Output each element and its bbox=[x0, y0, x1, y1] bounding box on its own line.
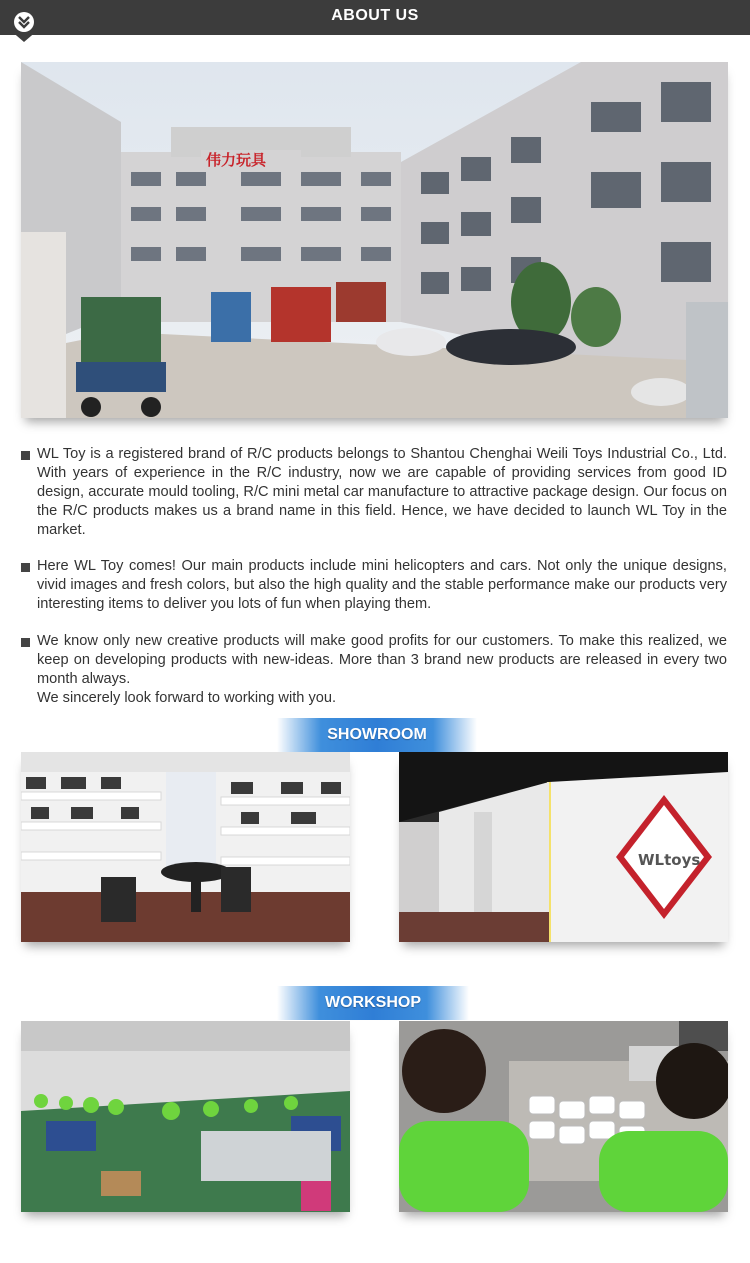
workshop-banner bbox=[277, 986, 469, 1020]
showroom-logo-text: WLtoys bbox=[638, 851, 701, 869]
about-paragraph-2 bbox=[37, 557, 727, 614]
about-paragraph-3 bbox=[37, 632, 727, 708]
page-title: ABOUT US bbox=[331, 7, 419, 24]
showroom-photo-left bbox=[21, 752, 350, 942]
about-paragraph-2-text: Here WL Toy comes! Our main products include mini helicopters and cars. Not only the unique designs, vivid images and fresh colors, but also the high quality and the stable performance make our products very interesting items to deliver you lots of fun when playing them. bbox=[37, 558, 727, 612]
factory-sign-text: 伟力玩具 bbox=[206, 151, 267, 169]
workshop-title: WORKSHOP bbox=[325, 994, 421, 1011]
about-paragraph-1-text: WL Toy is a registered brand of R/C products belongs to Shantou Chenghai Weili Toys Industrial Co., Ltd. With years of experience in the R/C industry, now we are capable of providing services from good ID design, accurate mould tooling, R/C mini metal car manufacture to attractive package design. Our focus on the R/C products makes us a brand name in this field. Hence, we have decided to launch WL Toy in the market. bbox=[37, 446, 727, 538]
factory-photo bbox=[21, 62, 728, 418]
bullet-3 bbox=[21, 638, 30, 647]
bullet-2 bbox=[21, 563, 30, 572]
bullet-1 bbox=[21, 451, 30, 460]
about-paragraph-3-text: We know only new creative products will make good profits for our customers. To make this realized, we keep on developing products with new-ideas. More than 3 brand new products are released in every two month always. bbox=[37, 633, 727, 687]
showroom-photo-right bbox=[399, 752, 728, 942]
showroom-banner bbox=[277, 718, 477, 752]
double-chevron-down-icon[interactable] bbox=[8, 4, 40, 44]
workshop-photo-left bbox=[21, 1021, 350, 1212]
header-bar bbox=[0, 0, 750, 35]
about-paragraph-1 bbox=[37, 445, 727, 540]
workshop-photo-right bbox=[399, 1021, 728, 1212]
about-paragraph-3-closing: We sincerely look forward to working with you. bbox=[37, 690, 337, 706]
showroom-title: SHOWROOM bbox=[327, 726, 427, 743]
